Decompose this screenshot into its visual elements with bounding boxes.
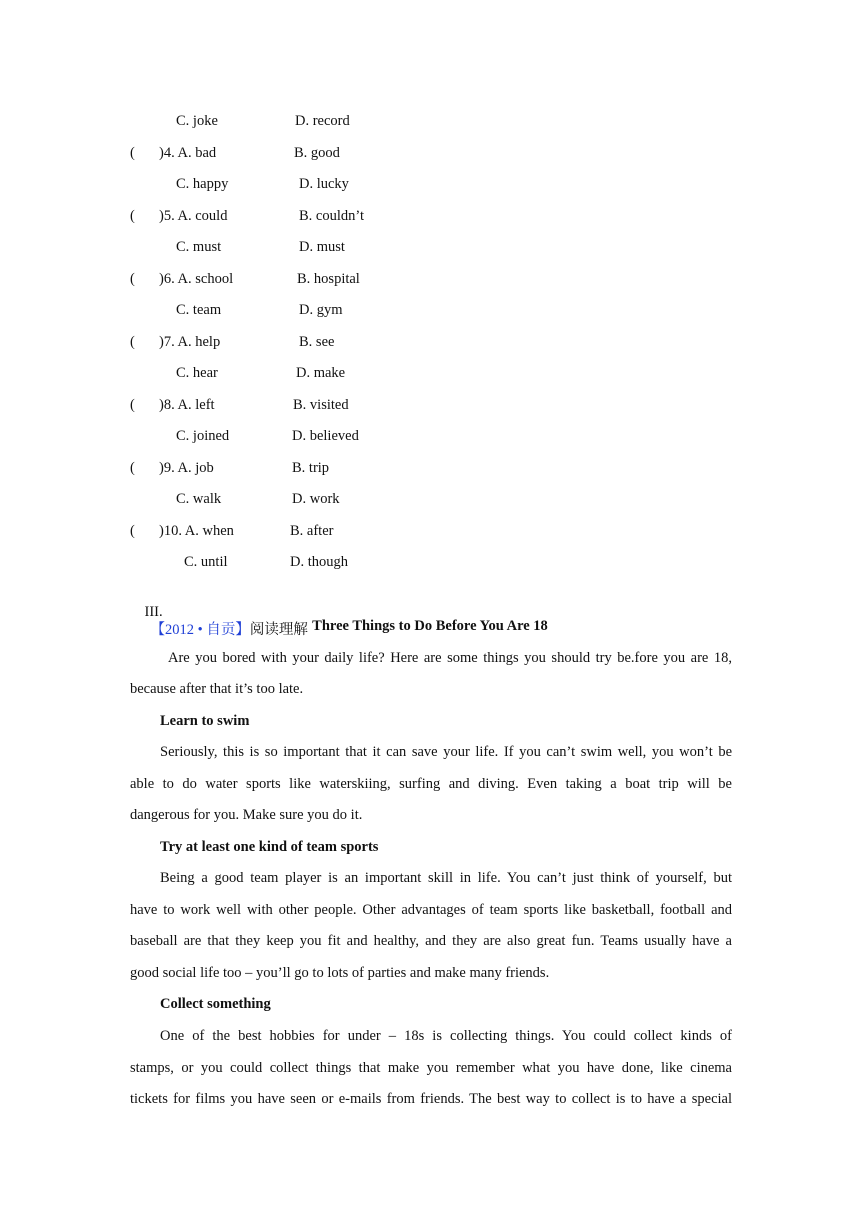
q9-paren[interactable]: ( (130, 460, 135, 476)
intro-line-1: Are you bored with your daily life? Here are some things you should try be.fore you are 18, (168, 650, 732, 666)
section-heading-swim: Learn to swim (160, 713, 250, 729)
q5-option-c: C. must (176, 239, 222, 255)
q4-option-d: D. lucky (299, 176, 349, 192)
section-number: III. (144, 604, 163, 620)
team-line-3: baseball are that they keep you fit and healthy, and they are also great fun. Teams usually have a (130, 933, 732, 949)
q6-option-b: B. hospital (297, 271, 360, 287)
q9-option-a: )9. A. job (159, 460, 214, 476)
team-line-4: good social life too – you’ll go to lots of parties and make many friends. (130, 965, 550, 981)
q5-paren[interactable]: ( (130, 208, 135, 224)
q5-option-b: B. couldn’t (299, 208, 364, 224)
q4-paren[interactable]: ( (130, 145, 135, 161)
q4-option-c: C. happy (176, 176, 229, 192)
collect-line-3: tickets for films you have seen or e-mails from friends. The best way to collect is to have a special (130, 1091, 732, 1107)
q8-option-b: B. visited (293, 397, 349, 413)
swim-line-3: dangerous for you. Make sure you do it. (130, 807, 363, 823)
section-source: 【2012 • 自贡】 (150, 622, 250, 638)
q10-paren[interactable]: ( (130, 523, 135, 539)
swim-line-1: Seriously, this is so important that it can save your life. If you can’t swim well, you won’t be (160, 744, 732, 760)
article-title: Three Things to Do Before You Are 18 (312, 618, 548, 634)
q6-paren[interactable]: ( (130, 271, 135, 287)
section-heading-collect: Collect something (160, 996, 271, 1012)
q4-option-a: )4. A. bad (159, 145, 217, 161)
q3-option-d: D. record (295, 113, 350, 129)
q5-option-d: D. must (299, 239, 345, 255)
q8-option-d: D. believed (292, 428, 359, 444)
q3-option-c: C. joke (176, 113, 218, 129)
team-line-1: Being a good team player is an important skill in life. You can’t just think of yourself, but (160, 870, 732, 886)
q9-option-b: B. trip (292, 460, 330, 476)
q8-paren[interactable]: ( (130, 397, 135, 413)
q7-option-a: )7. A. help (159, 334, 221, 350)
q6-option-a: )6. A. school (159, 271, 234, 287)
q6-option-c: C. team (176, 302, 222, 318)
section-heading-team-sports: Try at least one kind of team sports (160, 839, 379, 855)
q7-option-d: D. make (296, 365, 346, 381)
q10-option-c: C. until (184, 554, 228, 570)
q5-option-a: )5. A. could (159, 208, 228, 224)
collect-line-1: One of the best hobbies for under – 18s is collecting things. You could collect kinds of (160, 1028, 732, 1044)
intro-line-2: because after that it’s too late. (130, 681, 304, 697)
section-label: 阅读理解 (249, 622, 308, 638)
collect-line-2: stamps, or you could collect things that make you remember what you have done, like cinema (130, 1060, 732, 1076)
team-line-2: have to work well with other people. Other advantages of team sports like basketball, football and (130, 902, 732, 918)
q7-option-b: B. see (299, 334, 335, 350)
q9-option-d: D. work (292, 491, 340, 507)
q10-option-d: D. though (290, 554, 348, 570)
q6-option-d: D. gym (299, 302, 343, 318)
q8-option-c: C. joined (176, 428, 230, 444)
q10-option-b: B. after (290, 523, 334, 539)
q7-paren[interactable]: ( (130, 334, 135, 350)
swim-line-2: able to do water sports like waterskiing, surfing and diving. Even taking a boat trip will be (130, 776, 732, 792)
q9-option-c: C. walk (176, 491, 222, 507)
q10-option-a: )10. A. when (159, 523, 234, 539)
q4-option-b: B. good (294, 145, 340, 161)
q8-option-a: )8. A. left (159, 397, 215, 413)
q7-option-c: C. hear (176, 365, 218, 381)
